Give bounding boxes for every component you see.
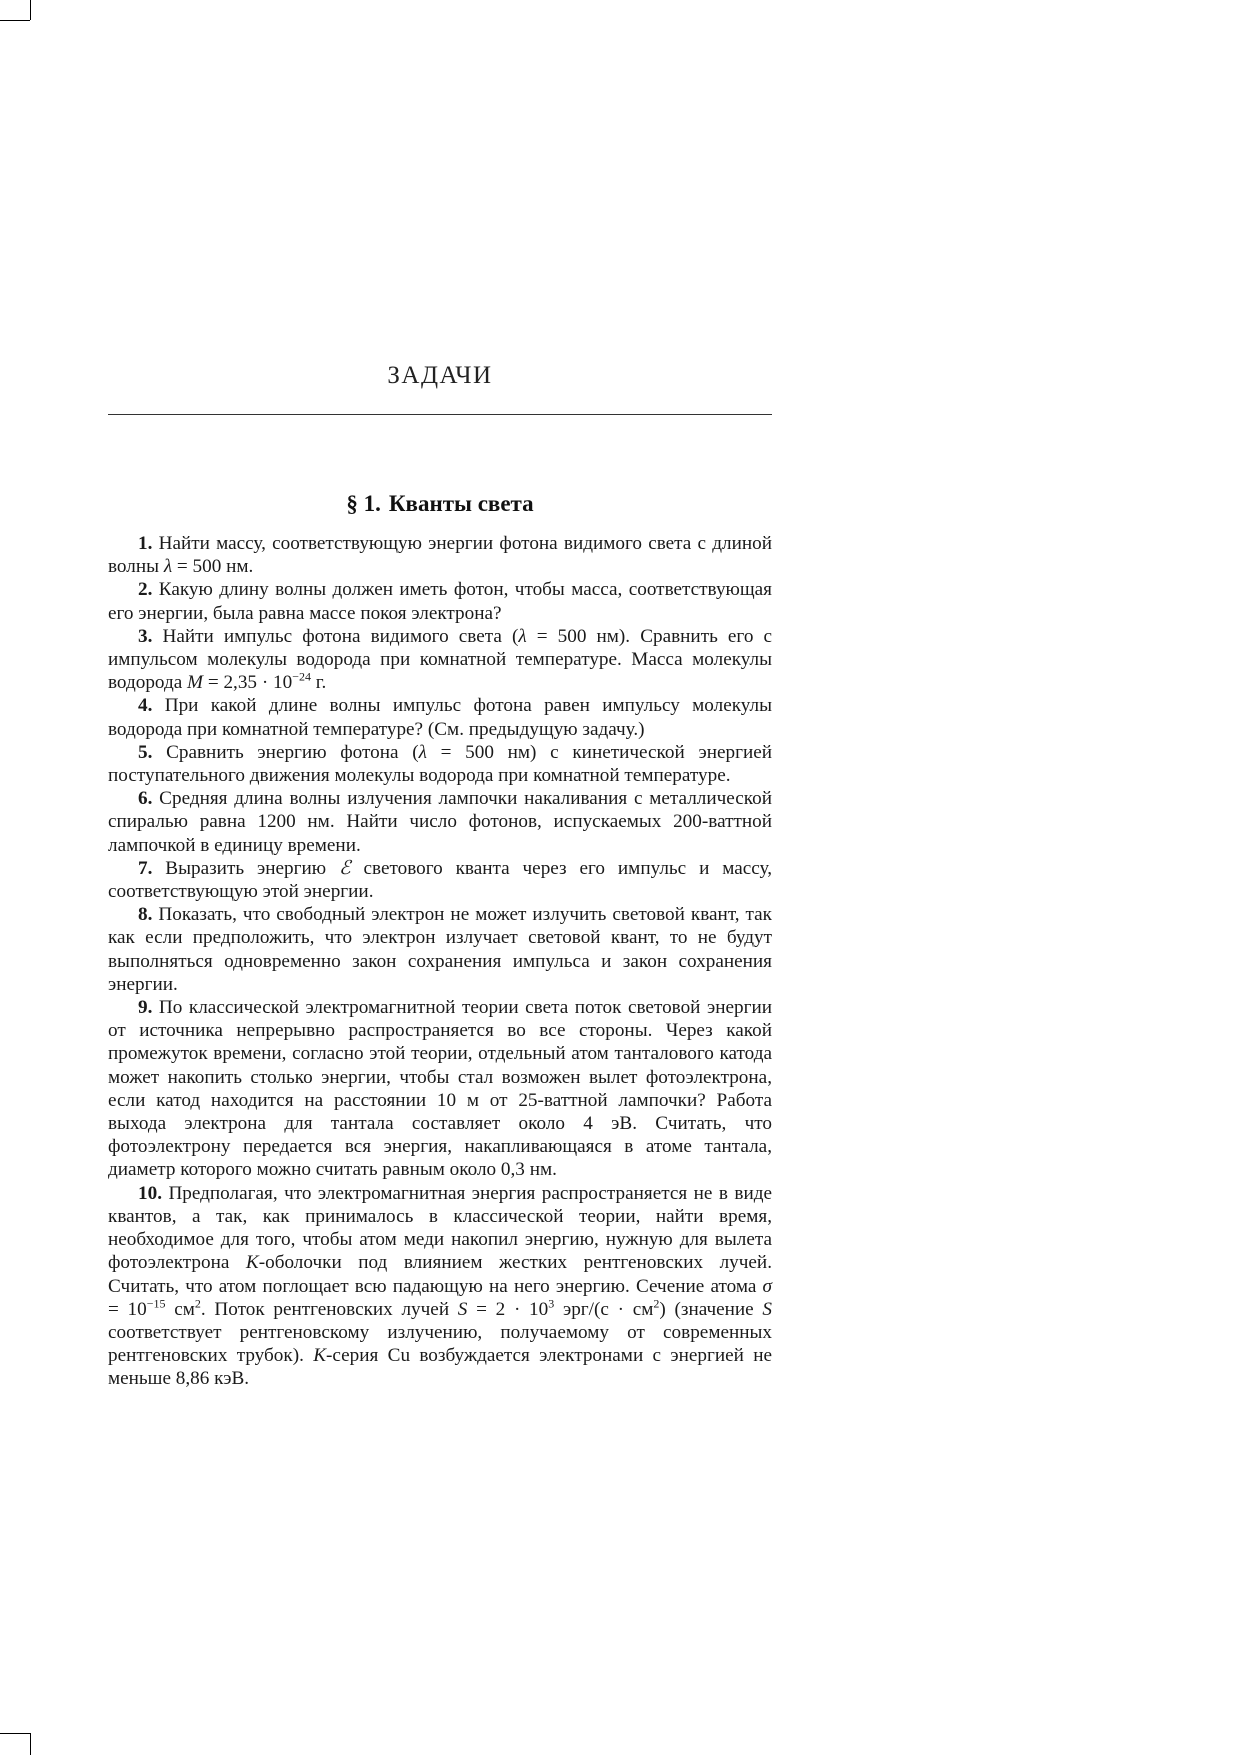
problem-text: = 500 нм) с кинетической энергией поступательного движения молекулы водорода при комнатной температуре. — [108, 741, 772, 787]
crop-mark-bottom-vertical — [30, 1733, 31, 1755]
problem-text: Средняя длина волны излучения лампочки накаливания с металлической спиралью равна 1200 нм. Найти число фотонов, испускаемых 200-ваттной лампочкой в единицу времени. — [108, 788, 772, 856]
section-number: § 1. — [346, 491, 381, 516]
crop-mark-top-horizontal — [0, 20, 30, 21]
math-symbol: S — [457, 1298, 468, 1320]
problem-text: = 10 — [108, 1298, 147, 1320]
problem-number: 8. — [138, 904, 153, 926]
problem-text: г. — [310, 672, 327, 694]
exponent: 2 — [194, 1296, 201, 1311]
math-symbol: K — [245, 1252, 259, 1274]
problem-text: Выразить энергию — [165, 857, 339, 879]
exponent: 3 — [548, 1296, 555, 1311]
problem-5 — [108, 741, 772, 787]
math-symbol: λ — [163, 556, 173, 578]
problem-number: 2. — [138, 579, 153, 601]
problem-text: = 500 нм). Сравнить его с импульсом молекулы водорода при комнатной температуре. Масса молекулы водорода — [108, 625, 773, 694]
problem-4 — [108, 694, 772, 740]
crop-mark-bottom-horizontal — [0, 1733, 30, 1734]
problem-text: По классической электромагнитной теории света поток световой энергии от источника непрерывно распространяется во все стороны. Через какой промежуток времени, согласно этой теории, отдельный атом танталового катода может накопить столько энергии, чтобы стал возможен вылет фотоэлектрона, если катод находится на расстоянии 10 м от 25-ваттной лампочки? Работа выхода электрона для тантала составляет около 4 эВ. Считать, что фотоэлектрону передается вся энергия, накапливающаяся в атоме тантала, диаметр которого можно считать равным около 0,3 нм. — [108, 997, 773, 1181]
math-symbol: λ — [518, 625, 527, 647]
section-title: Кванты света — [388, 491, 534, 516]
problem-text: Показать, что свободный электрон не может излучить световой квант, так как если предположить, что электрон излучает световой квант, то не будут выполняться одновременно закон сохранения импульса и закон сохранения энергии. — [108, 904, 773, 995]
problem-list — [108, 532, 772, 1391]
section-heading — [108, 491, 772, 517]
problem-number: 6. — [138, 788, 153, 810]
problem-number: 10. — [138, 1182, 162, 1204]
exponent: 2 — [653, 1296, 660, 1311]
problem-number: 7. — [138, 857, 153, 879]
math-symbol: S — [762, 1298, 772, 1320]
problem-text: Предполагая, что электромагнитная энергия распространяется не в виде квантов, а так, как принималось в классической теории, найти время, необходимое для того, чтобы атом меди накопил энергию, нужную для вылета фотоэлектрона — [108, 1182, 772, 1274]
problem-3 — [108, 625, 772, 695]
problem-number: 5. — [138, 741, 153, 763]
problem-number: 3. — [138, 625, 153, 647]
problem-text: ) (значение — [659, 1298, 763, 1320]
problem-number: 1. — [138, 533, 153, 554]
problem-text: соответствует рентгеновскому излучению, получаемому от современных рентгеновских трубок). — [108, 1321, 772, 1367]
chapter-rule — [108, 414, 772, 415]
problem-number: 4. — [138, 695, 153, 717]
problem-text: При какой длине волны импульс фотона равен импульсу молекулы водорода при комнатной температуре? (См. предыдущую задачу.) — [108, 695, 773, 740]
math-symbol: λ — [418, 741, 427, 763]
problem-text: = 2,35 · 10 — [203, 672, 293, 694]
problem-text: -оболочки под влиянием жестких рентгеновских лучей. Считать, что атом поглощает всю падающую на него энергию. Сечение атома — [108, 1252, 772, 1297]
math-symbol: K — [313, 1345, 327, 1367]
problem-8 — [108, 903, 772, 996]
problem-text: -серия Cu возбуждается электронами с энергией не меньше 8,86 кэВ. — [108, 1345, 772, 1390]
math-symbol: ℰ — [338, 857, 351, 879]
problem-text: см — [165, 1298, 195, 1320]
math-symbol: M — [187, 672, 204, 694]
problem-1 — [108, 532, 772, 578]
problem-text: светового кванта через его импульс и массу, соответствующую этой энергии. — [108, 857, 773, 903]
problem-text: = 2 · 10 — [467, 1298, 549, 1320]
problem-text: эрг/(с · см — [554, 1298, 654, 1320]
exponent: −15 — [146, 1296, 166, 1311]
problem-2 — [108, 578, 772, 624]
chapter-title: ЗАДАЧИ — [387, 362, 493, 389]
problem-text: = 500 нм. — [172, 556, 254, 578]
problem-text: . Поток рентгеновских лучей — [200, 1298, 458, 1320]
problem-text: Сравнить энергию фотона ( — [166, 741, 419, 763]
problem-text: Какую длину волны должен иметь фотон, чтобы масса, соответствующая его энергии, была равна массе покоя электрона? — [108, 579, 773, 624]
crop-mark-top-vertical — [30, 0, 31, 20]
problem-10 — [108, 1182, 772, 1391]
problem-text: Найти импульс фотона видимого света ( — [162, 625, 519, 647]
problem-6 — [108, 787, 772, 857]
problem-9 — [108, 996, 772, 1182]
problem-number: 9. — [138, 997, 153, 1019]
math-symbol: σ — [762, 1275, 772, 1297]
problem-text: Найти массу, соответствующую энергии фотона видимого света с длиной волны — [108, 533, 772, 578]
exponent: −24 — [292, 669, 311, 684]
problem-7 — [108, 857, 772, 903]
